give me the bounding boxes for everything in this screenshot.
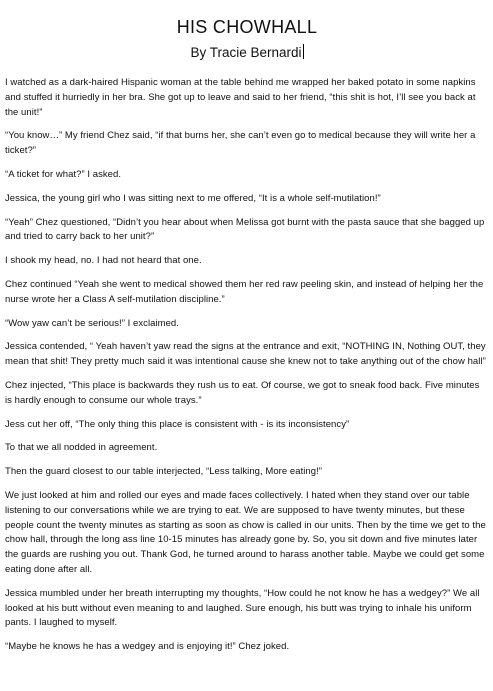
paragraph: “Maybe he knows he has a wedgey and is enjoying it!” Chez joked. [5,641,290,653]
paragraph: Jess cut her off, “The only thing this place is consistent with - is its inconsistency” [5,418,350,430]
paragraph: Chez continued “Yeah she went to medical showed them her red raw peeling skin, and instead of helping her the nurse wrote her a Class A self-mutilation discipline.” [5,278,484,305]
document-title: HIS CHOWHALL [176,17,318,37]
paragraph: Jessica mumbled under her breath interrupting my thoughts, “How could he not know he has a wedgey?” We all looked at his butt without even meaning to and laughed. Sure enough, his butt was trying to inhale his uniform pants. I laughed to myself. [5,587,480,629]
paragraph: Chez injected, “This place is backwards they rush us to eat. Of course, we got to sneak food back. Five minutes is hardly enough to consume our whole trays.” [5,379,480,406]
paragraph: We just looked at him and rolled our eyes and made faces collectively. I hated when they stand over our table listening to our conversations while we are trying to eat. We are supposed to have twenty minutes, but these people count the twenty minutes as starting as soon as chow is called in our units. Then by the time we get to the chow hall, through the long ass line 10-15 minutes has already gone by. So, you sit down and five minutes later the guards are rushing you out. Thank God, he turned around to harass another table. Maybe we could get some eating done after all. [5,489,486,575]
paragraph: Jessica, the young girl who I was sitting next to me offered, “It is a whole self-mutilation!” [5,192,381,204]
paragraph: “Yeah” Chez questioned, “Didn’t you hear about when Melissa got burnt with the pasta sauce that she bagged up and tried to carry back to her unit?” [5,216,485,243]
document-byline [5,44,489,62]
paragraph: “Wow yaw can’t be serious!” I exclaimed. [5,317,179,329]
paragraph: Then the guard closest to our table interjected, “Less talking, More eating!” [5,466,322,478]
paragraph: “A ticket for what?” I asked. [5,168,122,180]
paragraph: I shook my head, no. I had not heard that one. [5,255,202,267]
paragraph: I watched as a dark-haired Hispanic woman at the table behind me wrapped her baked potato in some napkins and stuffed it hurriedly in her bra. She got up to leave and said to her friend, “this shit is hot, I’ll see you back at the unit!” [5,77,476,118]
text-cursor [303,44,304,59]
paragraph: “You know…” My friend Chez said, “if that burns her, she can’t even go to medical because they will write her a ticket?” [5,130,476,157]
byline-text: By Tracie Bernardi [190,45,302,60]
paragraph: To that we all nodded in agreement. [5,442,158,454]
paragraph: Jessica contended, “ Yeah haven’t yaw read the signs at the entrance and exit, “NOTHING IN, Nothing OUT, they mean that shit! They pretty much said it was intentional cause she knew not to take anything out of the chow hall” [5,341,486,368]
